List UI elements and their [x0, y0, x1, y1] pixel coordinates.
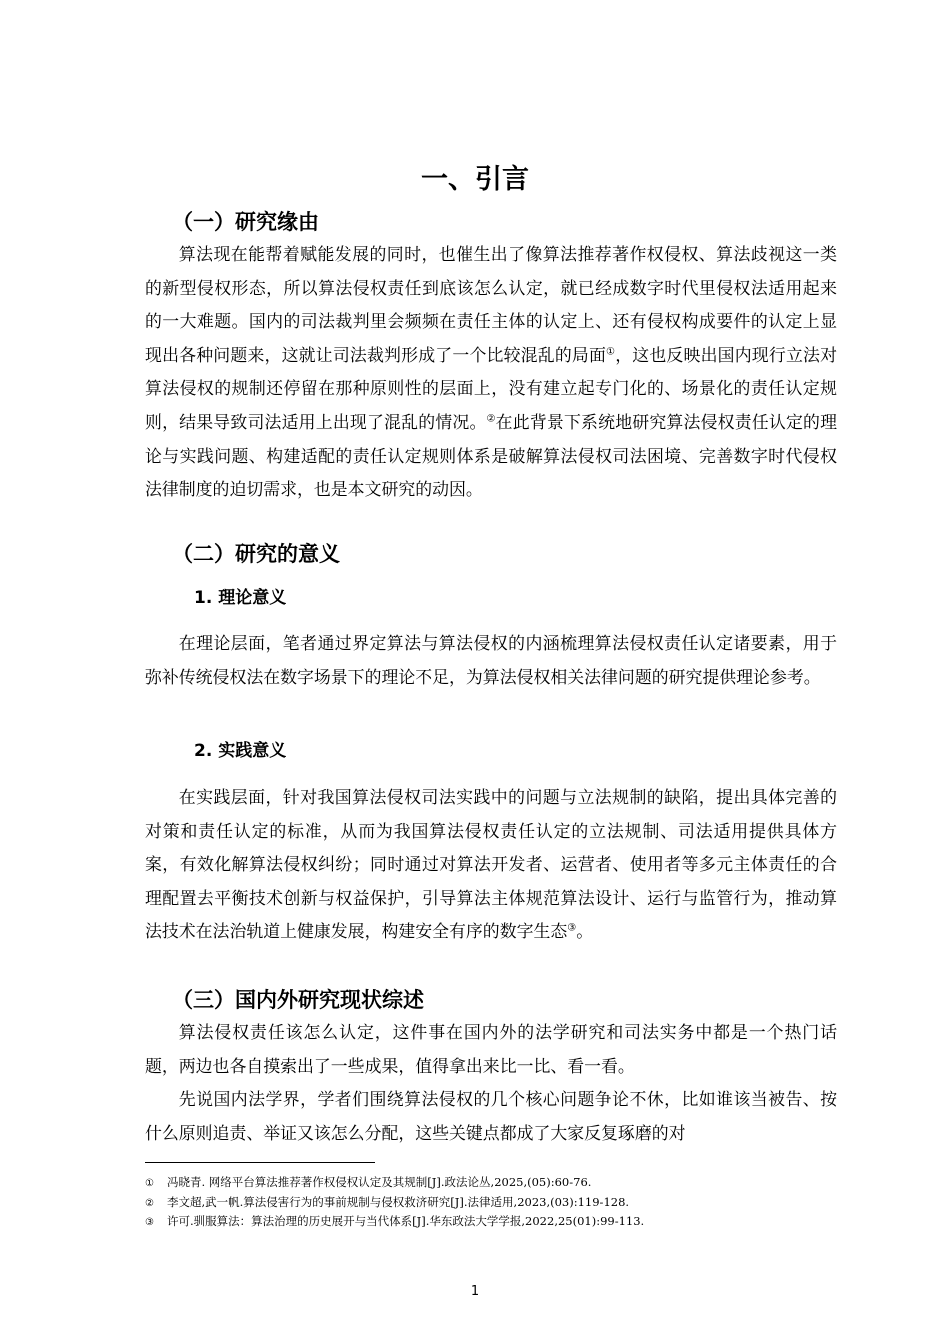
footnote-1 [145, 1173, 845, 1193]
chapter-title: 一、引言 [421, 164, 529, 195]
subsection-title-practice: 2. 实践意义 [194, 741, 287, 761]
text-segment: 。 [576, 921, 594, 942]
footnote-divider [145, 1162, 375, 1163]
section-title-significance: （二）研究的意义 [172, 542, 340, 566]
paragraph-review-intro: 算法侵权责任该怎么认定，这件事在国内外的法学研究和司法实务中都是一个热门话题，两边也各自摸索出了一些成果，值得拿出来比一比、看一看。 [145, 1022, 837, 1076]
footnote-2 [145, 1193, 845, 1213]
text-segment: 在此背景下系统地研究算法侵权责任认定的理论与实践问题、构建适配的责任认定规则体系是破解算法侵权司法困境、完善数字时代侵权法律制度的迫切需求，也是本文研究的动因。 [145, 411, 838, 500]
footnote-ref-1[interactable]: ① [606, 346, 616, 358]
footnote-3 [145, 1212, 845, 1232]
footnote-mark: ① [145, 1178, 154, 1189]
footnote-mark: ② [145, 1198, 154, 1209]
footnote-ref-3[interactable]: ③ [567, 922, 577, 934]
text-segment: ，这也反映出国内现行立法对算法侵权的规制还停留在那种原则性的层面上，没有建立起专门化的、场景化的责任认定规则，结果导致司法适用上出现了混乱的情况。 [145, 344, 838, 432]
paragraph-theory-significance: 在理论层面，笔者通过界定算法与算法侵权的内涵梳理算法侵权责任认定诸要素，用于弥补传统侵权法在数字场景下的理论不足，为算法侵权相关法律问题的研究提供理论参考。 [145, 633, 837, 687]
footnote-text: 冯晓青. 网络平台算法推荐著作权侵权认定及其规制[J].政法论丛,2025,(05):60-76. [167, 1175, 592, 1189]
footnote-mark: ③ [145, 1217, 154, 1228]
footnote-text: 李文超,武一帆.算法侵害行为的事前规制与侵权救济研究[J].法律适用,2023,(03):119-128. [167, 1195, 630, 1209]
section-title-literature-review: （三）国内外研究现状综述 [172, 988, 424, 1012]
section-title-reason: （一）研究缘由 [172, 210, 319, 234]
paragraph-research-reason [145, 238, 837, 507]
text-segment: 算法现在能帮着赋能发展的同时，也催生出了像算法推荐著作权侵权、算法歧视这一类的新型侵权形态，所以算法侵权责任到底该怎么认定，就已经成数字时代里侵权法适用起来的一大难题。国内的司法裁判里会频频在责任主体的认定上、还有侵权构成要件的认定上显现出各种问题来，这就让司法裁判形成了一个比较混乱的局面 [145, 244, 837, 365]
subsection-title-theory: 1. 理论意义 [194, 588, 287, 608]
text-segment: 在实践层面，针对我国算法侵权司法实践中的问题与立法规制的缺陷，提出具体完善的对策和责任认定的标准，从而为我国算法侵权责任认定的立法规制、司法适用提供具体方案，有效化解算法侵权纠纷；同时通过对算法开发者、运营者、使用者等多元主体责任的合理配置去平衡技术创新与权益保护，引导算法主体规范算法设计、运行与监管行为，推动算法技术在法治轨道上健康发展，构建安全有序的数字生态 [145, 787, 837, 942]
footnote-text: 许可.驯服算法：算法治理的历史展开与当代体系[J].华东政法大学学报,2022,25(01):99-113. [167, 1214, 645, 1228]
paragraph-practice-significance [145, 781, 837, 949]
footnote-ref-2[interactable]: ② [486, 413, 496, 425]
paragraph-review-domestic: 先说国内法学界，学者们围绕算法侵权的几个核心问题争论不休，比如谁该当被告、按什么原则追责、举证又该怎么分配，这些关键点都成了大家反复琢磨的对 [145, 1089, 837, 1143]
page-number: 1 [470, 1284, 480, 1299]
